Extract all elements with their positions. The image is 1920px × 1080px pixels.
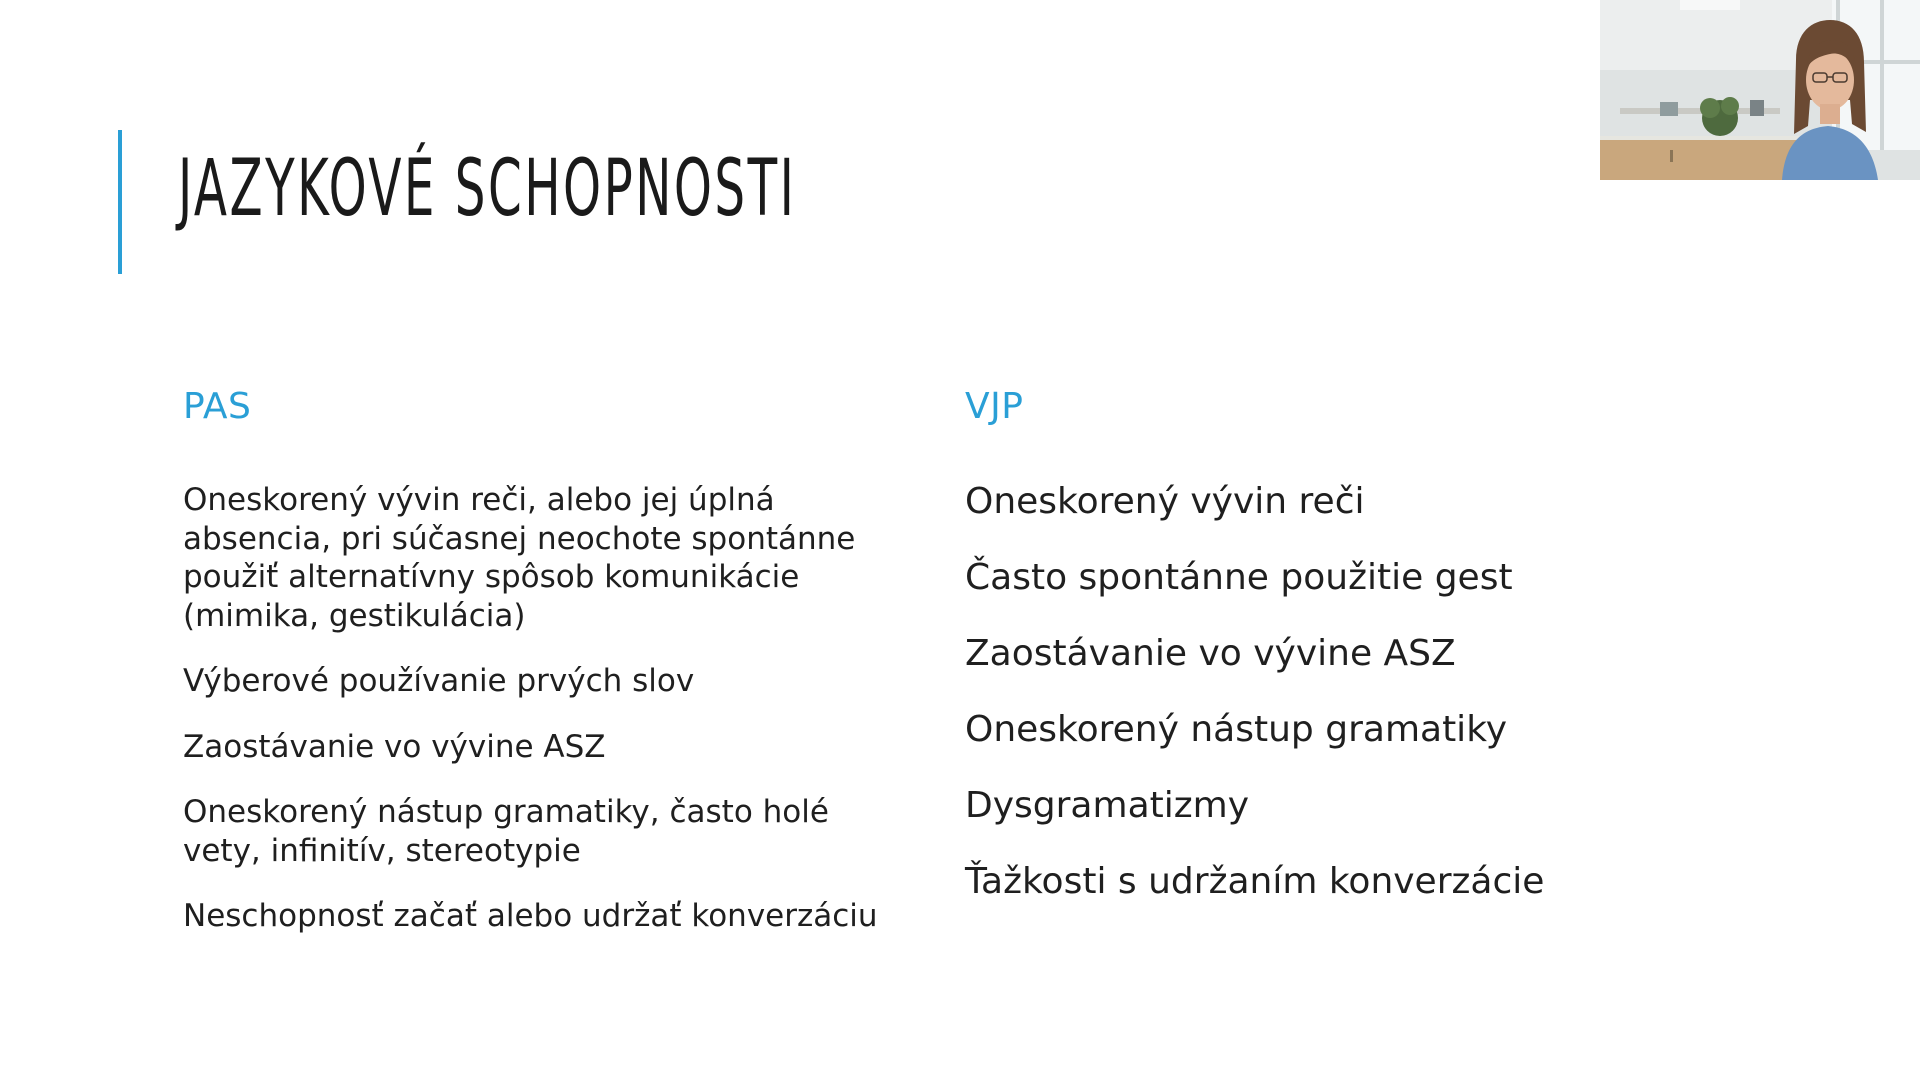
column-heading-vjp: VJP [965, 386, 1024, 427]
list-item: Oneskorený nástup gramatiky, často holé vety, infinitív, stereotypie [183, 794, 829, 869]
pas-list [183, 481, 903, 936]
list-item: Ťažkosti s udržaním konverzácie [965, 861, 1545, 902]
column-vjp [965, 385, 1685, 937]
list-item: Často spontánne použitie gest [965, 557, 1513, 598]
title-accent-bar [118, 130, 122, 274]
column-heading-pas: PAS [183, 386, 252, 427]
list-item: Zaostávanie vo vývine ASZ [965, 633, 1456, 674]
column-pas [183, 385, 903, 963]
list-item: Neschopnosť začať alebo udržať konverzáciu [183, 898, 878, 934]
presenter-webcam[interactable] [1600, 0, 1920, 180]
presenter-video-feed-icon [1600, 0, 1920, 180]
list-item: Zaostávanie vo vývine ASZ [183, 728, 606, 765]
slide-title: JAZYKOVÉ SCHOPNOSTI [178, 144, 797, 234]
vjp-list [965, 481, 1685, 903]
list-item: Výberové používanie prvých slov [183, 663, 695, 699]
list-item: Dysgramatizmy [965, 785, 1250, 826]
list-item: Oneskorený nástup gramatiky [965, 709, 1508, 750]
list-item: Oneskorený vývin reči, alebo jej úplná absencia, pri súčasnej neochote spontánne použiť alternatívny spôsob komunikácie (mimika, gestikulácia) [183, 482, 856, 634]
list-item: Oneskorený vývin reči [965, 481, 1365, 522]
